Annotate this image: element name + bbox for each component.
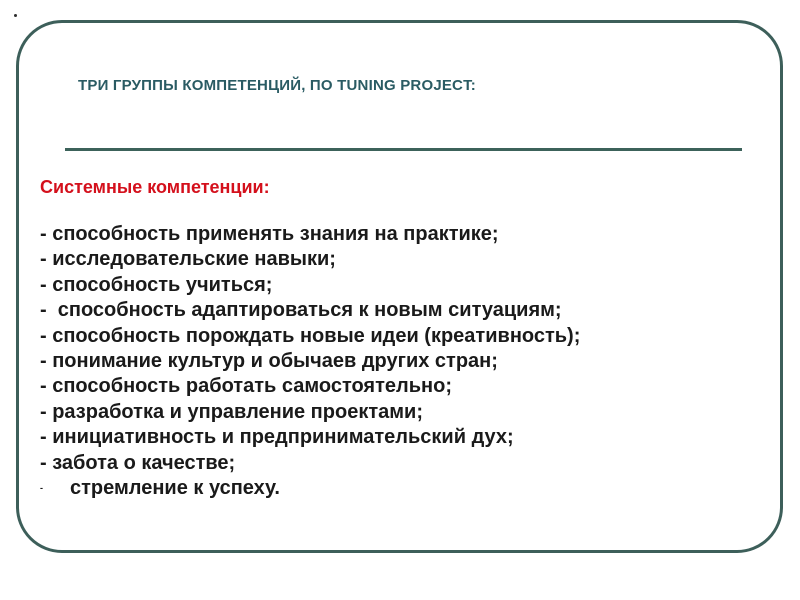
title-divider [65, 148, 742, 151]
list-item: - способность применять знания на практике; [40, 223, 499, 245]
competency-list [40, 222, 580, 501]
list-item: - разработка и управление проектами; [40, 400, 423, 423]
list-item: - способность учиться; [40, 273, 273, 296]
corner-dot [14, 14, 17, 17]
list-item-last [40, 476, 580, 501]
list-item: - инициативность и предпринимательский дух; [40, 426, 514, 449]
list-item: - способность адаптироваться к новым ситуациям; [40, 299, 562, 322]
slide-title: ТРИ ГРУППЫ КОМПЕТЕНЦИЙ, ПО TUNING PROJECT: [78, 77, 476, 94]
section-heading: Системные компетенции: [40, 177, 270, 197]
list-item: - забота о качестве; [40, 451, 236, 474]
last-item-dash: - [40, 483, 43, 494]
list-item: - исследовательские навыки; [40, 248, 336, 271]
list-item: - способность работать самостоятельно; [40, 375, 452, 398]
last-item-text: стремление к успеху. [70, 477, 280, 500]
list-item: - способность порождать новые идеи (креативность); [40, 324, 581, 347]
list-item: - понимание культур и обычаев других стран; [40, 350, 498, 373]
